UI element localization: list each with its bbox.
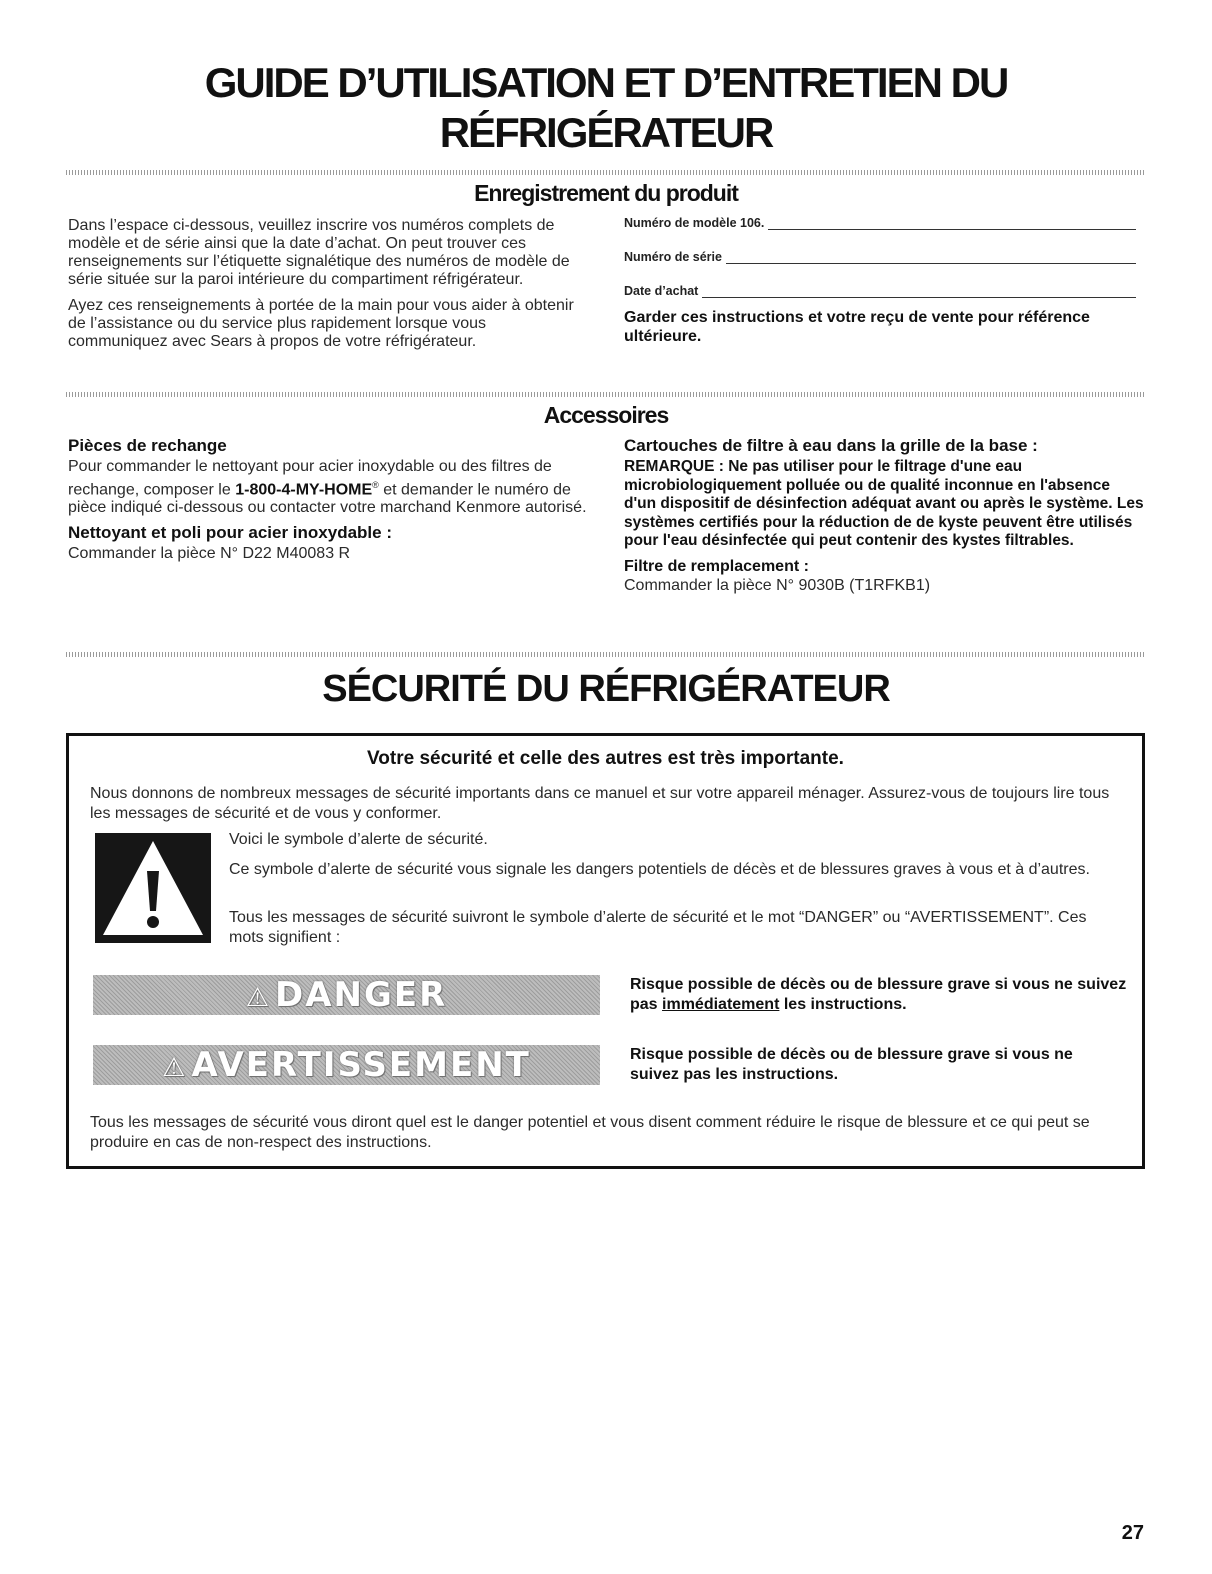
parts-heading: Pièces de rechange: [68, 436, 227, 455]
danger-description: [630, 975, 1130, 1015]
danger-word: DANGER: [275, 975, 448, 1015]
model-number-field[interactable]: [624, 210, 1136, 230]
serial-number-field[interactable]: [624, 244, 1136, 264]
registration-form: [624, 210, 1136, 346]
safety-title: SÉCURITÉ DU RÉFRIGÉRATEUR: [322, 668, 890, 710]
purchase-date-label: Date d’achat: [624, 284, 699, 298]
registration-heading: Enregistrement du produit: [474, 180, 738, 206]
symbol-description: Ce symbole d’alerte de sécurité vous signale les dangers potentiels de décès et de blessures graves à vous et à d’autres.: [229, 861, 1090, 878]
page-title-line-2: RÉFRIGÉRATEUR: [439, 109, 773, 156]
purchase-date-line[interactable]: [702, 284, 1136, 298]
serial-number-line[interactable]: [726, 250, 1136, 264]
registration-para-2: Ayez ces renseignements à portée de la main pour vous aider à obtenir de l’assistance ou du service plus rapidement lorsque vous communiquez avec Sears à propos de votre réfrigérateur.: [68, 297, 574, 350]
accessories-heading: Accessoires: [543, 402, 669, 428]
symbol-line: Voici le symbole d’alerte de sécurité.: [229, 831, 488, 848]
model-number-label: Numéro de modèle 106.: [624, 216, 765, 230]
serial-number-label: Numéro de série: [624, 250, 722, 264]
registered-mark: ®: [372, 480, 379, 490]
filter-note: REMARQUE : Ne pas utiliser pour le filtrage d'une eau microbiologiquement polluée ou de qualité inconnue en l'absence d'un dispositif de désinfection adéquat avant ou après le système. Les systèmes certifiés pour la réduction de de kyste peuvent être utilisés pour l'eau désinfectée qui peut contenir des kystes filtrables.: [624, 458, 1144, 549]
parts-column: [68, 436, 592, 563]
divider: [66, 170, 1146, 175]
replacement-heading: Filtre de remplacement :: [624, 557, 809, 575]
danger-text-b: les instructions.: [783, 996, 907, 1013]
warning-word: AVERTISSEMENT: [191, 1045, 531, 1085]
page-title-line-1: GUIDE D’UTILISATION ET D’ENTRETIEN DU: [204, 59, 1008, 106]
danger-label: [93, 975, 600, 1015]
purchase-date-field[interactable]: [624, 278, 1136, 298]
cleaner-heading: Nettoyant et poli pour acier inoxydable :: [68, 523, 392, 543]
cleaner-text: Commander la pièce N° D22 M40083 R: [68, 545, 351, 563]
safety-outro: Tous les messages de sécurité vous diront quel est le danger potentiel et vous disent comment réduire le risque de blessure et ce qui peut se produire en cas de non-respect des instructions.: [90, 1114, 1090, 1151]
divider: [66, 392, 1146, 397]
divider: [66, 652, 1146, 657]
safety-box-heading: Votre sécurité et celle des autres est très importante.: [367, 748, 844, 769]
warning-triangle-icon: ⚠: [245, 983, 271, 1013]
replacement-text: Commander la pièce N° 9030B (T1RFKB1): [624, 576, 931, 594]
parts-text-a: Pour commander le nettoyant pour acier inoxydable ou des filtres de rechange, composer le: [68, 458, 552, 499]
danger-text-emphasis: immédiatement: [662, 996, 780, 1013]
registration-text: [68, 217, 588, 359]
filter-column: [624, 436, 1144, 595]
filter-heading: Cartouches de filtre à eau dans la grille de la base :: [624, 436, 1038, 455]
warning-triangle-icon: ⚠: [162, 1053, 188, 1083]
phone-number: 1-800-4-MY-HOME: [235, 481, 373, 499]
parts-text-b: et demander le numéro de pièce indiqué ci-dessous ou contacter votre marchand Kenmore autorisé.: [68, 481, 587, 517]
keep-instructions-note: Garder ces instructions et votre reçu de vente pour référence ultérieure.: [624, 309, 1090, 345]
signal-words-description: Tous les messages de sécurité suivront le symbole d’alerte de sécurité et le mot “DANGER” ou “AVERTISSEMENT”. Ces mots signifient :: [229, 909, 1087, 946]
page-title: [60, 58, 1152, 158]
warning-description: Risque possible de décès ou de blessure grave si vous ne suivez pas les instructions.: [630, 1046, 1073, 1083]
safety-box: [66, 733, 1145, 1169]
model-number-line[interactable]: [768, 216, 1136, 230]
registration-para-1: Dans l’espace ci-dessous, veuillez inscrire vos numéros complets de modèle et de série ainsi que la date d’achat. On peut trouver ces renseignements sur l’étiquette signalétique des numéros de modèle de série située sur la paroi intérieure du compartiment réfrigérateur.: [68, 217, 570, 288]
safety-intro: Nous donnons de nombreux messages de sécurité importants dans ce manuel et sur votre appareil ménager. Assurez-vous de toujours lire tous les messages de sécurité et de vous y conformer.: [90, 785, 1110, 822]
warning-label: [93, 1045, 600, 1085]
danger-text-a: Risque possible de décès ou de blessure grave si vous ne suivez pas: [630, 976, 1127, 1013]
parts-text: [68, 458, 592, 517]
safety-alert-icon: [95, 833, 211, 943]
page-number: 27: [1121, 1522, 1144, 1544]
